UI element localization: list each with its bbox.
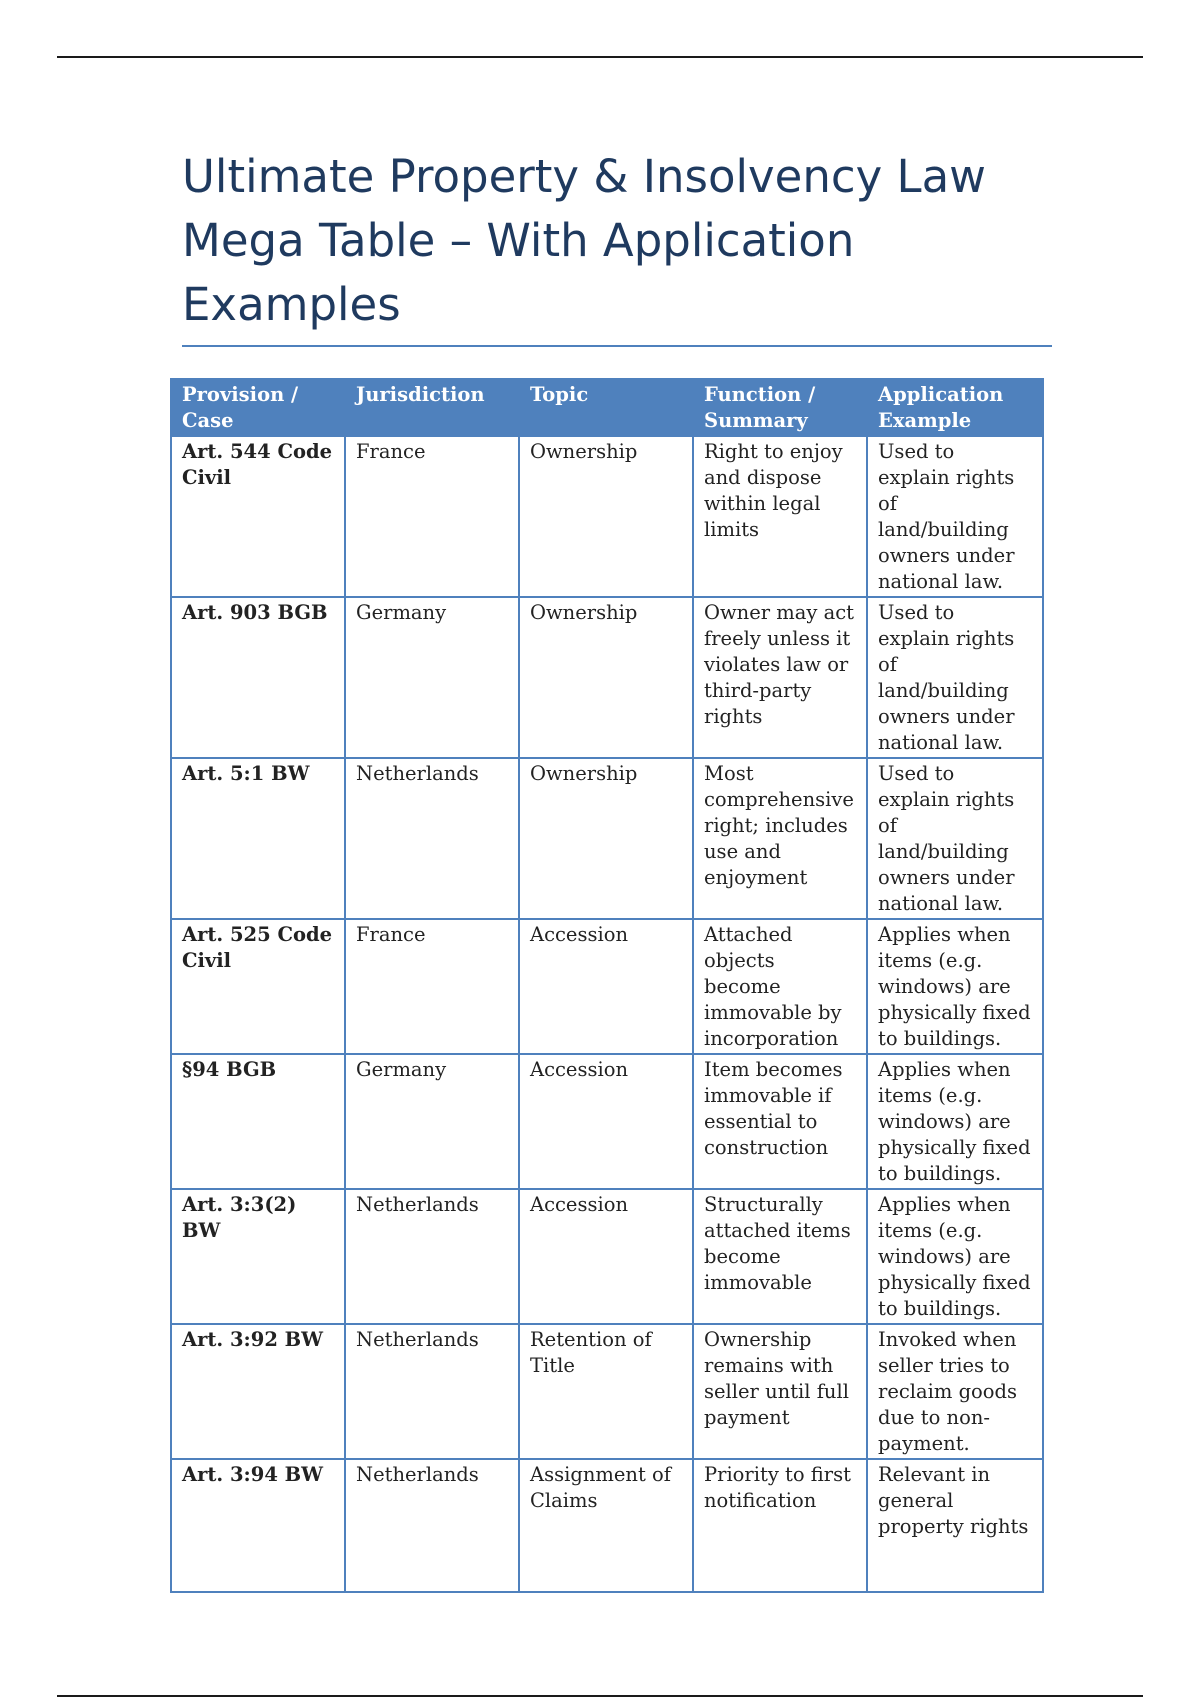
cell-function: Most comprehensive right; includes use and enjoyment xyxy=(693,758,867,919)
cell-function: Right to enjoy and dispose within legal limits xyxy=(693,436,867,597)
cell-provision: Art. 903 BGB xyxy=(171,597,345,758)
cell-function: Ownership remains with seller until full payment xyxy=(693,1324,867,1459)
cell-function: Priority to first notification xyxy=(693,1459,867,1592)
cell-jurisdiction: France xyxy=(345,436,519,597)
cell-provision: Art. 3:3(2) BW xyxy=(171,1189,345,1324)
table-container xyxy=(170,378,1042,1538)
table-row xyxy=(171,597,1043,758)
cell-jurisdiction: Netherlands xyxy=(345,1189,519,1324)
header-jurisdiction: Jurisdiction xyxy=(345,379,519,436)
cell-provision: Art. 5:1 BW xyxy=(171,758,345,919)
table-row xyxy=(171,758,1043,919)
cell-application: Invoked when seller tries to reclaim goods due to non-payment. xyxy=(867,1324,1043,1459)
cell-function: Item becomes immovable if essential to construction xyxy=(693,1054,867,1189)
cell-function: Owner may act freely unless it violates law or third-party rights xyxy=(693,597,867,758)
page-top-rule xyxy=(57,56,1143,58)
table-row xyxy=(171,919,1043,1054)
cell-function: Structurally attached items become immovable xyxy=(693,1189,867,1324)
header-topic: Topic xyxy=(519,379,693,436)
cell-topic: Retention of Title xyxy=(519,1324,693,1459)
table-row xyxy=(171,1324,1043,1459)
table-row xyxy=(171,1054,1043,1189)
cell-provision: Art. 544 Code Civil xyxy=(171,436,345,597)
cell-topic: Accession xyxy=(519,1189,693,1324)
law-table xyxy=(170,378,1044,1593)
cell-jurisdiction: Germany xyxy=(345,597,519,758)
cell-jurisdiction: France xyxy=(345,919,519,1054)
cell-application: Applies when items (e.g. windows) are physically fixed to buildings. xyxy=(867,1054,1043,1189)
cell-application: Used to explain rights of land/building owners under national law. xyxy=(867,436,1043,597)
table-row xyxy=(171,1459,1043,1592)
cell-application: Applies when items (e.g. windows) are physically fixed to buildings. xyxy=(867,1189,1043,1324)
cell-application: Relevant in general property rights xyxy=(867,1459,1043,1592)
cell-application: Used to explain rights of land/building owners under national law. xyxy=(867,597,1043,758)
cell-application: Used to explain rights of land/building owners under national law. xyxy=(867,758,1043,919)
cell-provision: §94 BGB xyxy=(171,1054,345,1189)
header-application: Application Example xyxy=(867,379,1043,436)
cell-topic: Accession xyxy=(519,1054,693,1189)
cell-topic: Ownership xyxy=(519,436,693,597)
cell-jurisdiction: Netherlands xyxy=(345,758,519,919)
cell-topic: Assignment of Claims xyxy=(519,1459,693,1592)
cell-topic: Ownership xyxy=(519,597,693,758)
header-function: Function / Summary xyxy=(693,379,867,436)
table-row xyxy=(171,436,1043,597)
cell-jurisdiction: Germany xyxy=(345,1054,519,1189)
cell-jurisdiction: Netherlands xyxy=(345,1324,519,1459)
cell-provision: Art. 3:94 BW xyxy=(171,1459,345,1592)
cell-application: Applies when items (e.g. windows) are physically fixed to buildings. xyxy=(867,919,1043,1054)
title-underline xyxy=(182,345,1052,347)
cell-provision: Art. 525 Code Civil xyxy=(171,919,345,1054)
cell-jurisdiction: Netherlands xyxy=(345,1459,519,1592)
cell-topic: Accession xyxy=(519,919,693,1054)
table-row xyxy=(171,1189,1043,1324)
page-bottom-rule xyxy=(57,1695,1143,1697)
table-header-row xyxy=(171,379,1043,436)
document-title: Ultimate Property & Insolvency Law Mega Table – With Application Examples xyxy=(182,150,986,331)
cell-function: Attached objects become immovable by incorporation xyxy=(693,919,867,1054)
cell-provision: Art. 3:92 BW xyxy=(171,1324,345,1459)
cell-topic: Ownership xyxy=(519,758,693,919)
header-provision: Provision / Case xyxy=(171,379,345,436)
